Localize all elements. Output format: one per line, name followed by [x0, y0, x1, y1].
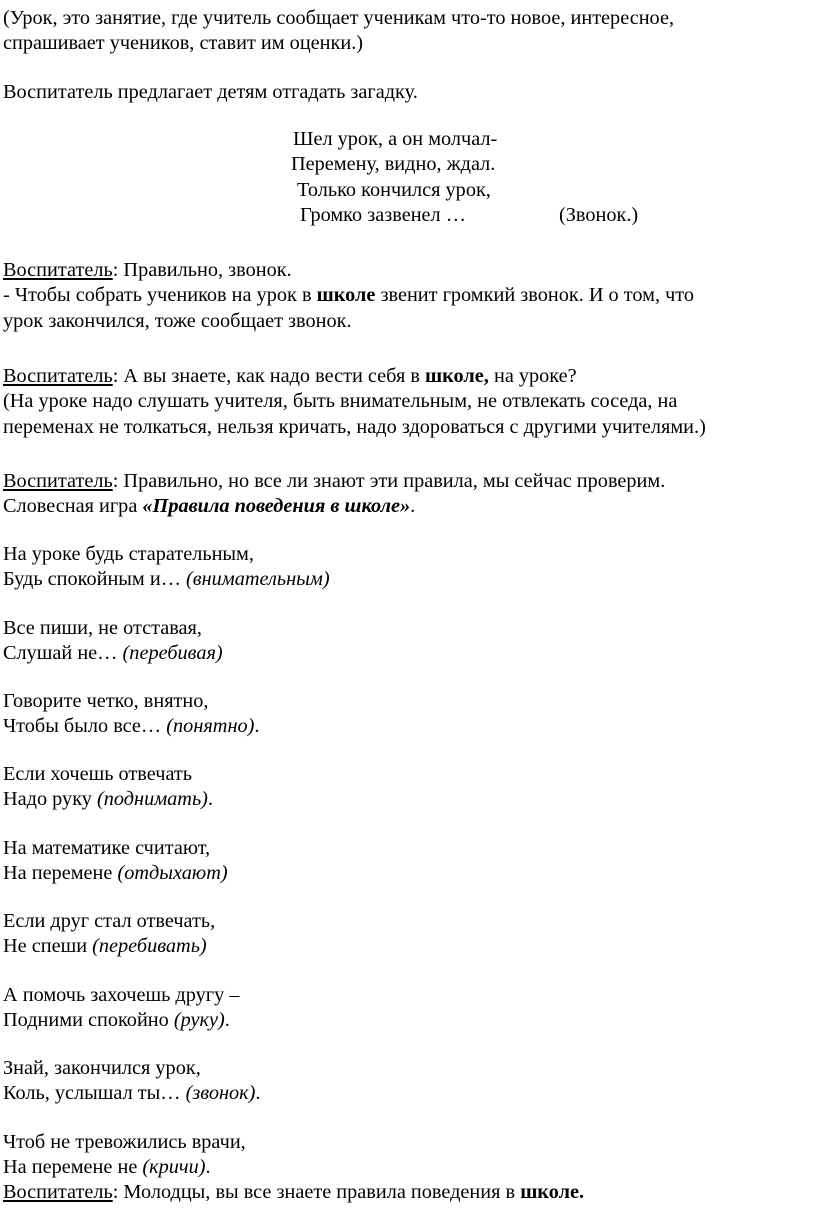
verse-8-line-2: [3, 1081, 261, 1105]
verse-8-line-1: Знай, закончился урок,: [3, 1057, 201, 1079]
verse-5-line-2: [3, 861, 228, 885]
paragraph-2-line-3: переменах не толкаться, нельзя кричать, надо здороваться с другими учителями.): [3, 416, 706, 438]
text-span: .: [410, 495, 416, 517]
speaker-label: Воспитатель: [3, 259, 113, 281]
verse-answer: (понятно): [166, 715, 255, 737]
verse-6-line-1: Если друг стал отвечать,: [3, 910, 216, 932]
verse-answer: (звонок): [185, 1082, 256, 1104]
riddle-intro: Воспитатель предлагает детям отгадать загадку.: [3, 81, 418, 103]
verse-answer: (руку): [173, 1009, 225, 1031]
verse-5-line-1: На математике считают,: [3, 837, 211, 859]
text-span: : Молодцы, вы все знаете правила поведения в: [112, 1181, 521, 1203]
text-span: Подними спокойно: [3, 1009, 174, 1031]
paragraph-3-line-1: [3, 469, 665, 493]
verse-3-line-2: [3, 714, 260, 738]
paragraph-1-line-3: урок закончился, тоже сообщает звонок.: [3, 310, 352, 332]
verse-1-line-2: [3, 567, 330, 591]
verse-6-line-2: [3, 934, 207, 958]
paragraph-1-line-1: [3, 258, 292, 282]
bold-word: школе: [316, 284, 376, 306]
text-span: На перемене не: [3, 1156, 143, 1178]
verse-4-line-1: Если хочешь отвечать: [3, 763, 193, 785]
bold-word: школе,: [425, 365, 489, 387]
intro-line-1: (Урок, это занятие, где учитель сообщает ученикам что-то новое, интересное,: [3, 7, 675, 29]
verse-1-line-1: На уроке будь старательным,: [3, 543, 254, 565]
riddle-line-3: Только кончился урок,: [297, 179, 491, 201]
text-span: Чтобы было все…: [3, 715, 167, 737]
verse-9-line-1: Чтоб не тревожились врачи,: [3, 1131, 246, 1153]
text-span: на уроке?: [488, 365, 577, 387]
text-span: Не спеши: [3, 935, 93, 957]
verse-4-line-2: [3, 787, 213, 811]
game-title-line: [3, 494, 415, 518]
text-span: .: [255, 1082, 261, 1104]
verse-answer: (перебивая): [122, 642, 223, 664]
verse-7-line-2: [3, 1008, 230, 1032]
verse-2-line-2: [3, 641, 223, 665]
verse-2-line-1: Все пиши, не отставая,: [3, 617, 202, 639]
text-span: звенит громкий звонок. И о том, что: [375, 284, 695, 306]
text-span: .: [254, 715, 260, 737]
speaker-label: Воспитатель: [3, 470, 113, 492]
paragraph-1-line-2: [3, 283, 694, 307]
riddle-answer: (Звонок.): [559, 204, 639, 226]
verse-answer: (отдыхают): [117, 862, 228, 884]
verse-9-line-2: [3, 1155, 211, 1179]
verse-3-line-1: Говорите четко, внятно,: [3, 690, 209, 712]
game-title: «Правила поведения в школе»: [142, 495, 411, 517]
verse-answer: (внимательным): [186, 568, 330, 590]
speaker-label: Воспитатель: [3, 1181, 113, 1203]
riddle-line-1: Шел урок, а он молчал-: [293, 128, 498, 150]
paragraph-2-line-2: (На уроке надо слушать учителя, быть внимательным, не отвлекать соседа, на: [3, 390, 678, 412]
bold-word: школе.: [520, 1181, 585, 1203]
paragraph-2-line-1: [3, 364, 577, 388]
verse-answer: (перебивать): [92, 935, 207, 957]
text-span: Коль, услышал ты…: [3, 1082, 186, 1104]
verse-7-line-1: А помочь захочешь другу –: [3, 984, 240, 1006]
verse-answer: (кричи): [142, 1156, 206, 1178]
paragraph-1-text: : Правильно, звонок.: [112, 259, 292, 281]
text-span: - Чтобы собрать учеников на урок в: [3, 284, 317, 306]
text-span: Слушай не…: [3, 642, 123, 664]
intro-line-2: спрашивает учеников, ставит им оценки.): [3, 32, 364, 54]
riddle-line-2: Перемену, видно, ждал.: [291, 153, 496, 175]
text-span: Будь спокойным и…: [3, 568, 187, 590]
speaker-label: Воспитатель: [3, 365, 113, 387]
verse-answer: (поднимать): [96, 788, 208, 810]
riddle-line-4: Громко зазвенел …: [300, 204, 467, 226]
text-span: Словесная игра: [3, 495, 143, 517]
text-span: : Правильно, но все ли знают эти правила, мы сейчас проверим.: [112, 470, 666, 492]
final-line: [3, 1180, 584, 1204]
text-span: .: [205, 1156, 211, 1178]
text-span: На перемене: [3, 862, 118, 884]
text-span: Надо руку: [3, 788, 97, 810]
text-span: .: [207, 788, 214, 810]
text-span: .: [224, 1009, 230, 1031]
text-span: : А вы знаете, как надо вести себя в: [112, 365, 426, 387]
